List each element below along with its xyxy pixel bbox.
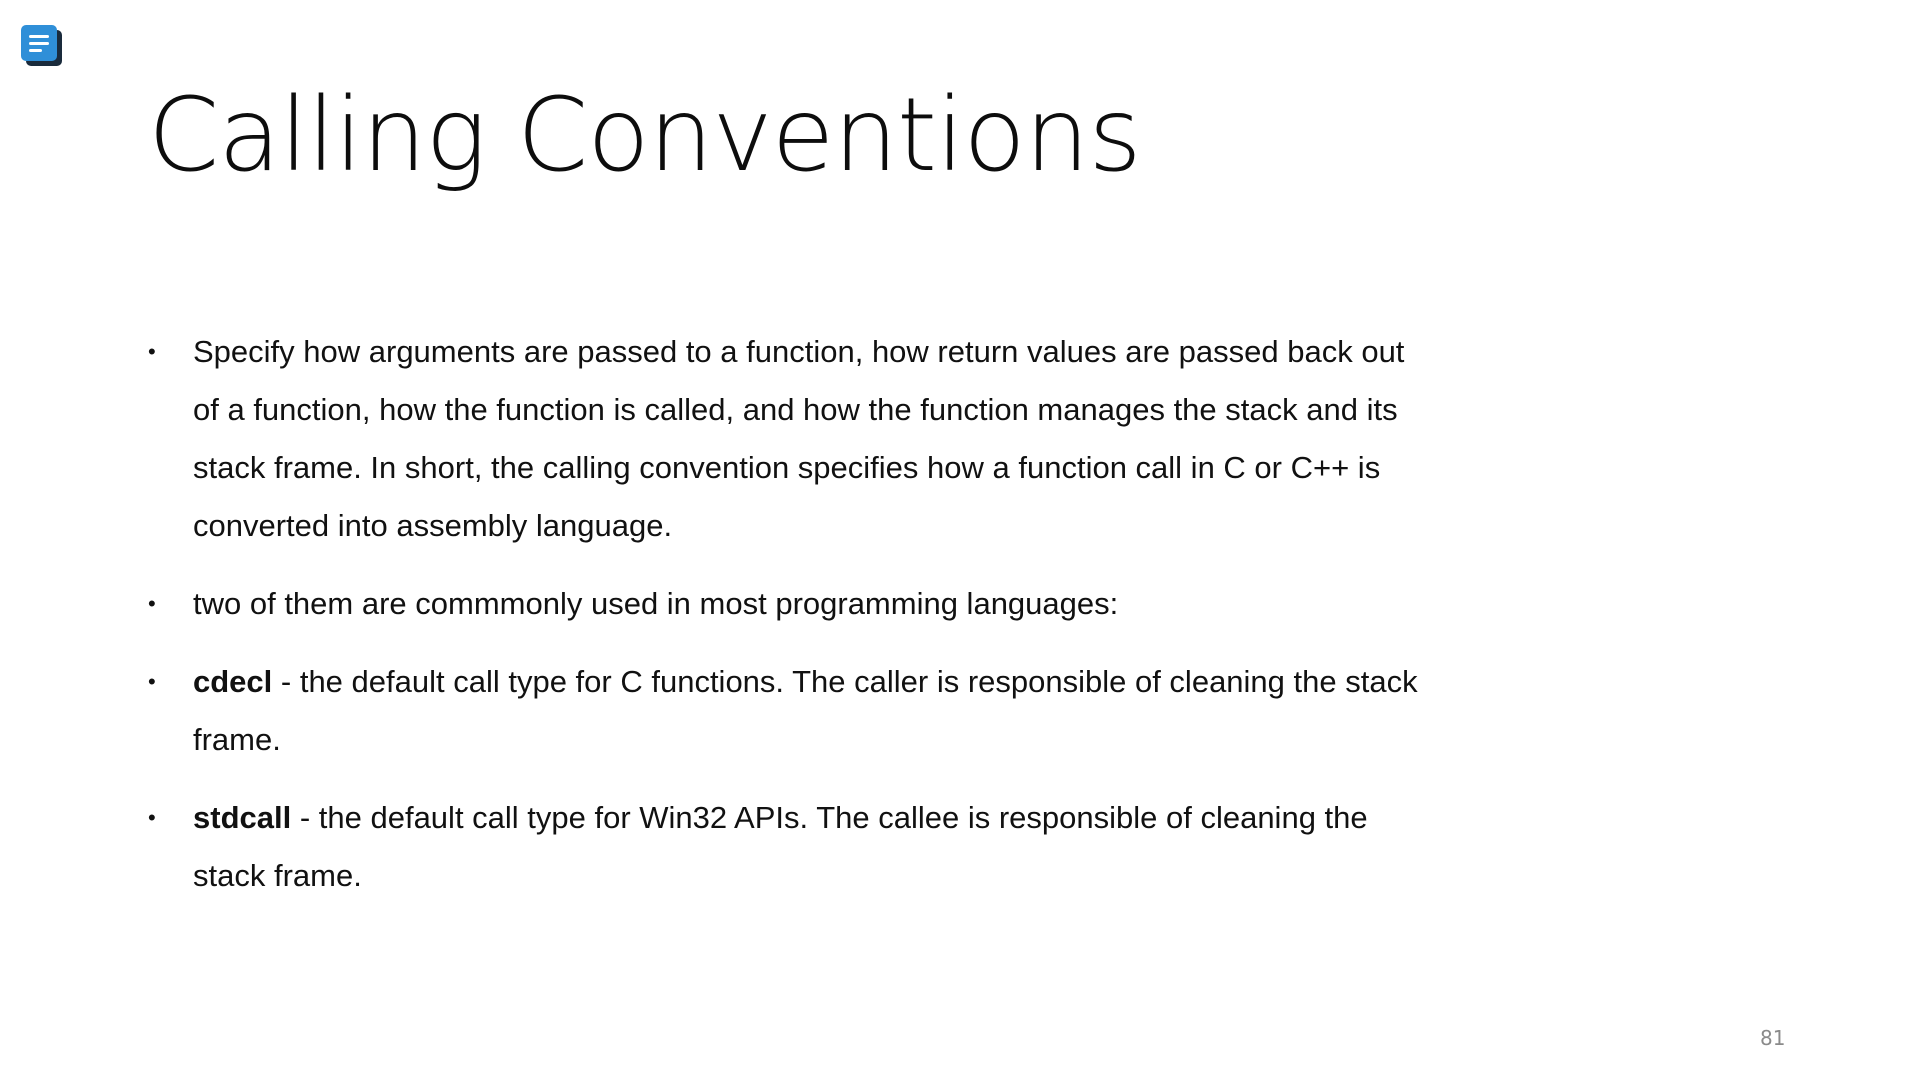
notes-icon: [20, 24, 64, 68]
bullet-icon: •: [148, 339, 156, 364]
bullet-item-cdecl: [148, 653, 1438, 769]
slide-title: Calling Conventions: [148, 76, 1141, 195]
bullet-item-definition: [148, 323, 1438, 555]
bullet-icon: •: [148, 669, 156, 694]
page-number: 81: [1760, 1026, 1786, 1050]
bullet-term: stdcall: [193, 800, 292, 835]
bullet-text: - the default call type for C functions. The caller is responsible of cleaning the stack frame.: [193, 664, 1418, 757]
bullet-item-stdcall: [148, 789, 1438, 905]
bullet-item-common: [148, 575, 1438, 633]
bullet-text: Specify how arguments are passed to a function, how return values are passed back out of a function, how the function is called, and how the function manages the stack and its stack frame. In short, the calling convention specifies how a function call in C or C++ is converted into assembly language.: [193, 334, 1405, 543]
notes-button[interactable]: [20, 24, 64, 68]
bullet-icon: •: [148, 805, 156, 830]
bullet-text: two of them are commmonly used in most programming languages:: [193, 586, 1119, 621]
bullet-icon: •: [148, 591, 156, 616]
bullet-term: cdecl: [193, 664, 273, 699]
bullet-list: [148, 323, 1438, 925]
bullet-text: - the default call type for Win32 APIs. The callee is responsible of cleaning the stack frame.: [193, 800, 1368, 893]
